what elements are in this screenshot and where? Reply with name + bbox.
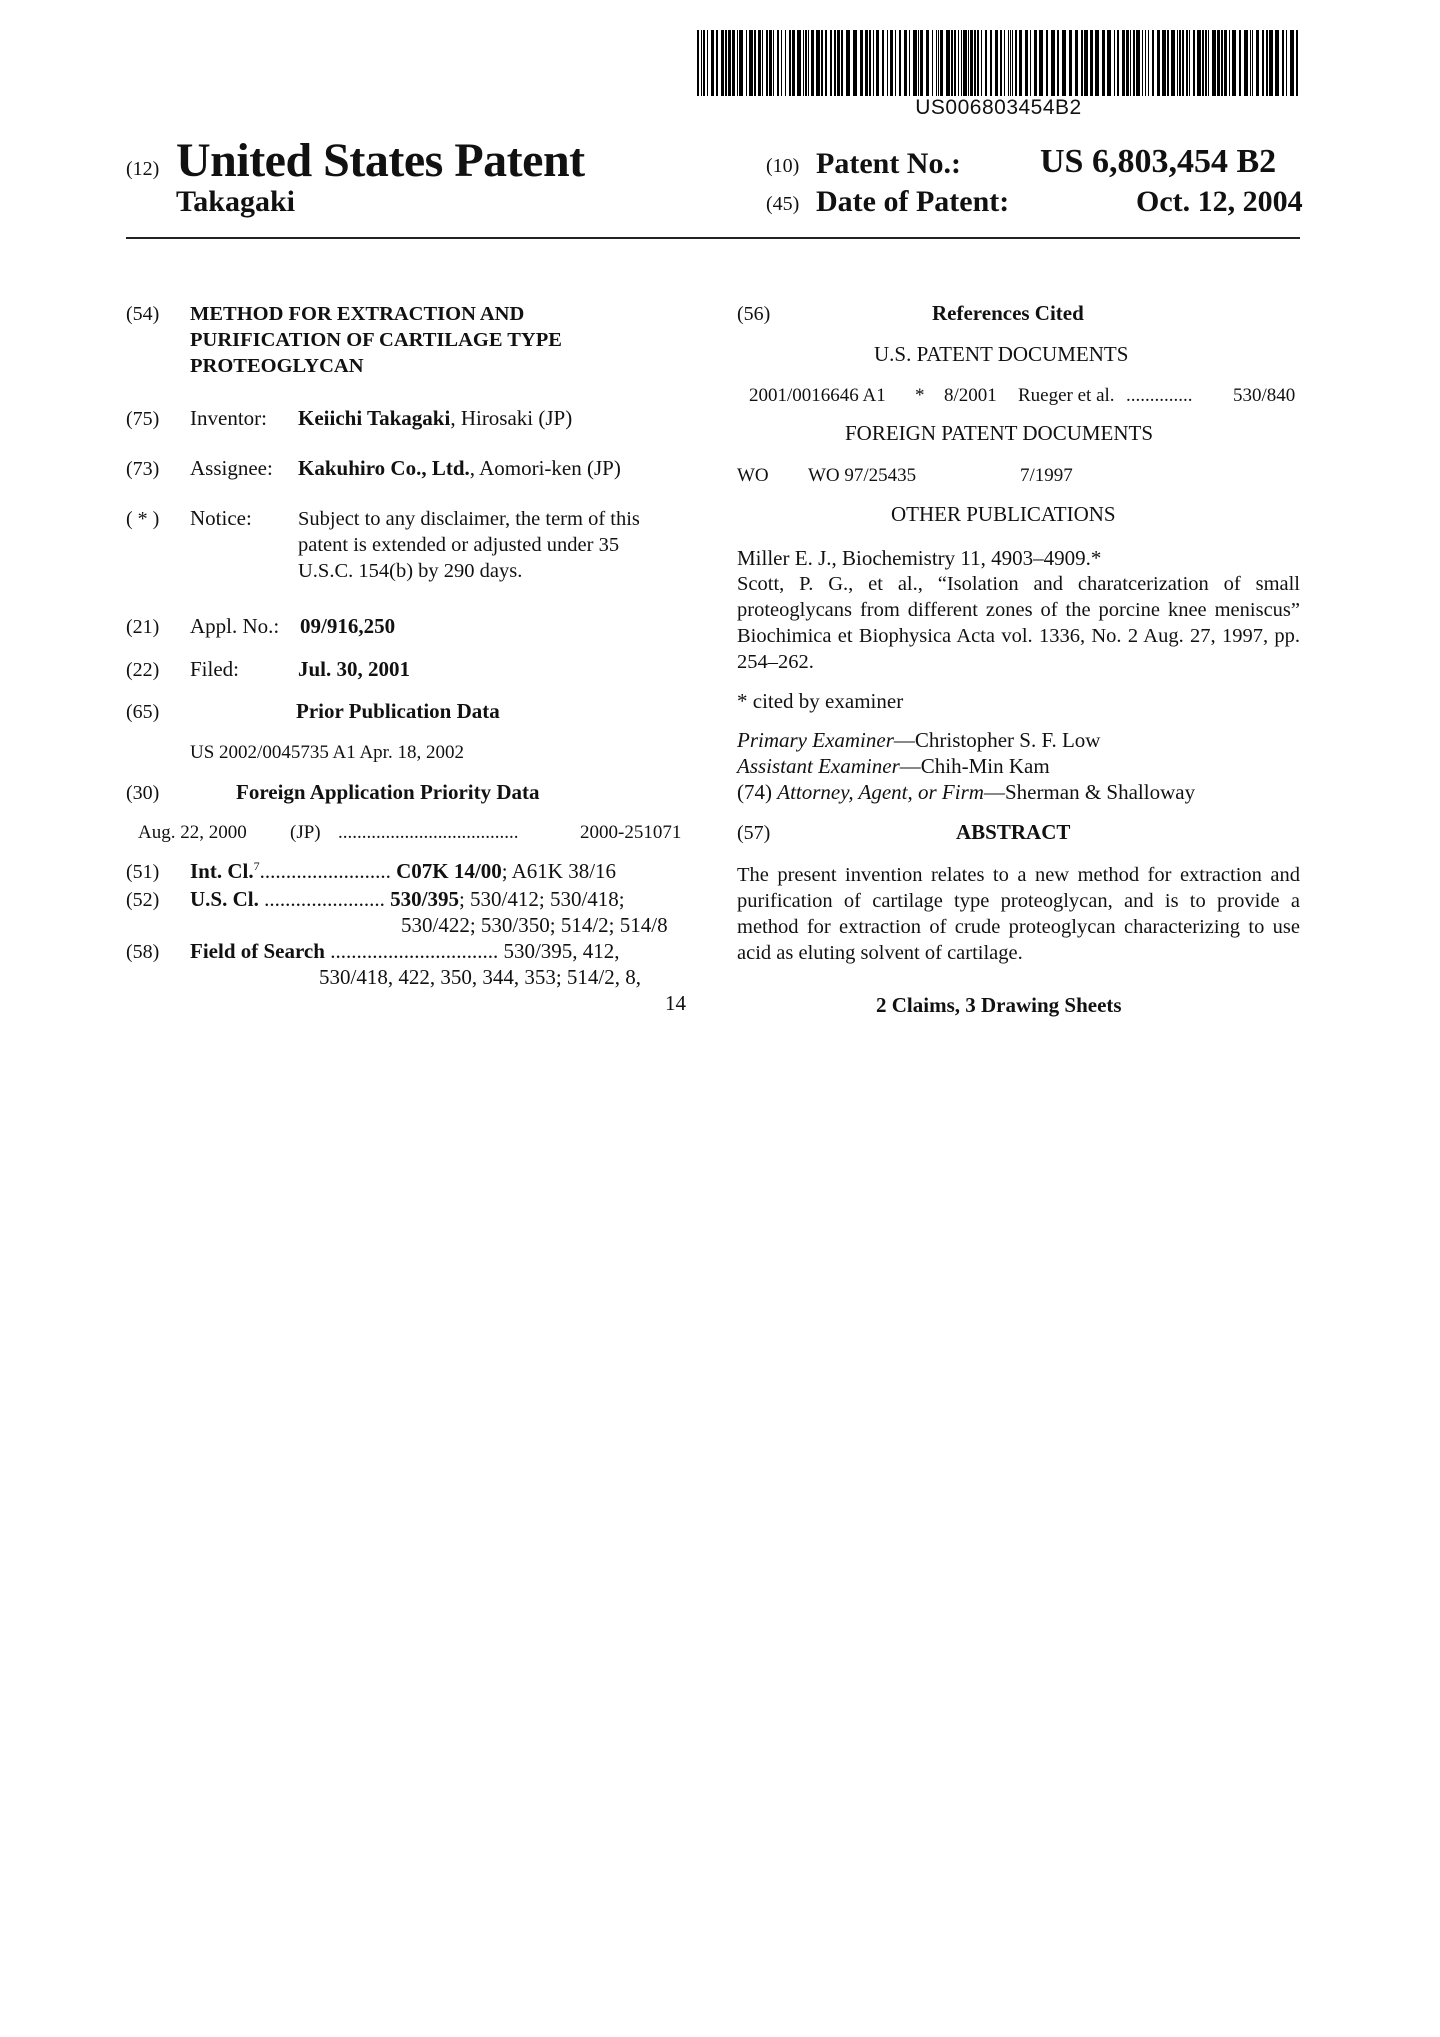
invention-title: [190, 301, 562, 379]
invention-title-line: METHOD FOR EXTRACTION AND: [190, 303, 525, 325]
attorney-code: (74): [737, 780, 772, 804]
filed-date: Jul. 30, 2001: [298, 657, 411, 681]
attorney: [737, 780, 1195, 805]
appl-number: 09/916,250: [300, 614, 396, 638]
code-10: (10): [766, 155, 800, 177]
int-cl-secondary: ; A61K 38/16: [501, 859, 617, 883]
invention-title-line: PURIFICATION OF CARTILAGE TYPE: [190, 329, 562, 351]
attorney-label: Attorney, Agent, or Firm: [777, 780, 984, 804]
document-type-title: United States Patent: [176, 134, 585, 187]
notice-text: [298, 506, 640, 584]
field-search-dots: ................................: [330, 939, 499, 963]
patent-number-label: Patent No.:: [816, 147, 961, 180]
date-of-patent: Oct. 12, 2004: [1136, 185, 1303, 218]
field-search-label: Field of Search: [190, 939, 325, 963]
us-cl-line-2: 530/422; 530/350; 514/2; 514/8: [401, 913, 668, 937]
inventor-name: Keiichi Takagaki: [298, 406, 451, 430]
us-doc-star: *: [915, 385, 925, 406]
foreign-priority-code: (30): [126, 782, 160, 804]
cited-by-examiner: * cited by examiner: [737, 689, 904, 713]
us-doc-number: 2001/0016646 A1: [749, 385, 886, 406]
priority-number: 2000-251071: [580, 822, 682, 843]
us-cl-dots: .......................: [264, 887, 385, 911]
assistant-examiner-label: Assistant Examiner: [737, 754, 900, 778]
assignee-code: (73): [126, 458, 160, 480]
int-cl-edition: 7: [253, 859, 260, 873]
priority-country: (JP): [290, 822, 321, 843]
abstract-text: The present invention relates to a new method for extraction and purification of cartilage type proteoglycan, and is to provide a method for extraction of crude proteoglycan characterizing to use acid as eluting solvent of cartilage.: [737, 864, 1300, 964]
field-search-line: [190, 939, 620, 964]
inventor-value: [298, 406, 572, 431]
filed-code: (22): [126, 659, 160, 681]
notice-code: ( * ): [126, 508, 160, 530]
header-divider: [126, 237, 1300, 239]
priority-dots: ......................................: [338, 822, 519, 843]
inventor-code: (75): [126, 408, 160, 430]
invention-title-line: PROTEOGLYCAN: [190, 355, 364, 377]
int-cl-dots: .........................: [259, 859, 391, 883]
date-of-patent-label: Date of Patent:: [816, 185, 1010, 218]
priority-date: Aug. 22, 2000: [138, 822, 247, 843]
us-cl-primary: 530/395: [390, 887, 459, 911]
other-pub-2: Scott, P. G., et al., “Isolation and charatcerization of small proteoglycans from different zones of the porcine knee meniscus” Biochimica et Biophysica Acta vol. 1336, No. 2 Aug. 27, 1997, pp. 254–262.: [737, 573, 1300, 673]
code-45: (45): [766, 193, 800, 215]
attorney-name: —Sherman & Shalloway: [983, 780, 1196, 804]
us-doc-dots: ..............: [1126, 385, 1193, 406]
us-cl-line: [190, 887, 625, 912]
foreign-doc-country: WO: [737, 465, 769, 486]
appl-code: (21): [126, 616, 160, 638]
int-cl-line: [190, 859, 616, 884]
notice-line: U.S.C. 154(b) by 290 days.: [298, 560, 523, 582]
patent-number-barcode-text: US006803454B2: [915, 96, 1082, 119]
field-search-code: (58): [126, 941, 160, 963]
prior-pub-entry: US 2002/0045735 A1 Apr. 18, 2002: [190, 742, 464, 763]
us-doc-date: 8/2001: [944, 385, 997, 406]
prior-pub-heading: Prior Publication Data: [296, 699, 500, 723]
assistant-examiner-name: —Chih-Min Kam: [899, 754, 1050, 778]
assignee-label: Assignee:: [190, 456, 273, 480]
assignee-place: , Aomori-ken (JP): [469, 456, 621, 480]
notice-label: Notice:: [190, 506, 252, 530]
inventor-label: Inventor:: [190, 406, 267, 430]
primary-examiner-label: Primary Examiner: [737, 728, 894, 752]
us-cl-label: U.S. Cl.: [190, 887, 259, 911]
us-cl-secondary: ; 530/412; 530/418;: [458, 887, 625, 911]
us-docs-heading: U.S. PATENT DOCUMENTS: [874, 342, 1129, 366]
code-12: (12): [126, 158, 160, 180]
int-cl-code: (51): [126, 861, 160, 883]
appl-label: Appl. No.:: [190, 614, 280, 638]
us-cl-code: (52): [126, 889, 160, 911]
field-search-line-3: 14: [665, 991, 686, 1015]
title-code: (54): [126, 303, 160, 325]
abstract-heading: ABSTRACT: [956, 820, 1071, 844]
foreign-docs-heading: FOREIGN PATENT DOCUMENTS: [845, 421, 1154, 445]
assistant-examiner: [737, 754, 1050, 779]
barcode: [697, 30, 1300, 96]
field-search-line-2: 530/418, 422, 350, 344, 353; 514/2, 8,: [319, 965, 642, 989]
other-pubs-heading: OTHER PUBLICATIONS: [891, 502, 1116, 526]
other-pub-1: Miller E. J., Biochemistry 11, 4903–4909.*: [737, 546, 1102, 570]
claims-summary: 2 Claims, 3 Drawing Sheets: [876, 993, 1122, 1017]
patent-number: US 6,803,454 B2: [1040, 143, 1277, 180]
refs-code: (56): [737, 303, 771, 325]
inventor-place: , Hirosaki (JP): [450, 406, 573, 430]
us-doc-class: 530/840: [1233, 385, 1296, 406]
abstract-code: (57): [737, 822, 771, 844]
foreign-doc-number: WO 97/25435: [808, 465, 917, 486]
foreign-priority-heading: Foreign Application Priority Data: [236, 780, 540, 804]
field-search-values: 530/395, 412,: [503, 939, 620, 963]
notice-line: Subject to any disclaimer, the term of this: [298, 508, 640, 530]
int-cl-label: Int. Cl.: [190, 859, 254, 883]
refs-heading: References Cited: [932, 301, 1084, 325]
primary-examiner-name: —Christopher S. F. Low: [893, 728, 1101, 752]
prior-pub-code: (65): [126, 701, 160, 723]
primary-examiner: [737, 728, 1100, 753]
assignee-name: Kakuhiro Co., Ltd.: [298, 456, 470, 480]
us-doc-name: Rueger et al.: [1018, 385, 1115, 406]
inventor-surname: Takagaki: [176, 185, 295, 218]
int-cl-primary: C07K 14/00: [396, 859, 502, 883]
foreign-doc-date: 7/1997: [1020, 465, 1073, 486]
assignee-value: [298, 456, 621, 481]
notice-line: patent is extended or adjusted under 35: [298, 534, 620, 556]
filed-label: Filed:: [190, 657, 240, 681]
